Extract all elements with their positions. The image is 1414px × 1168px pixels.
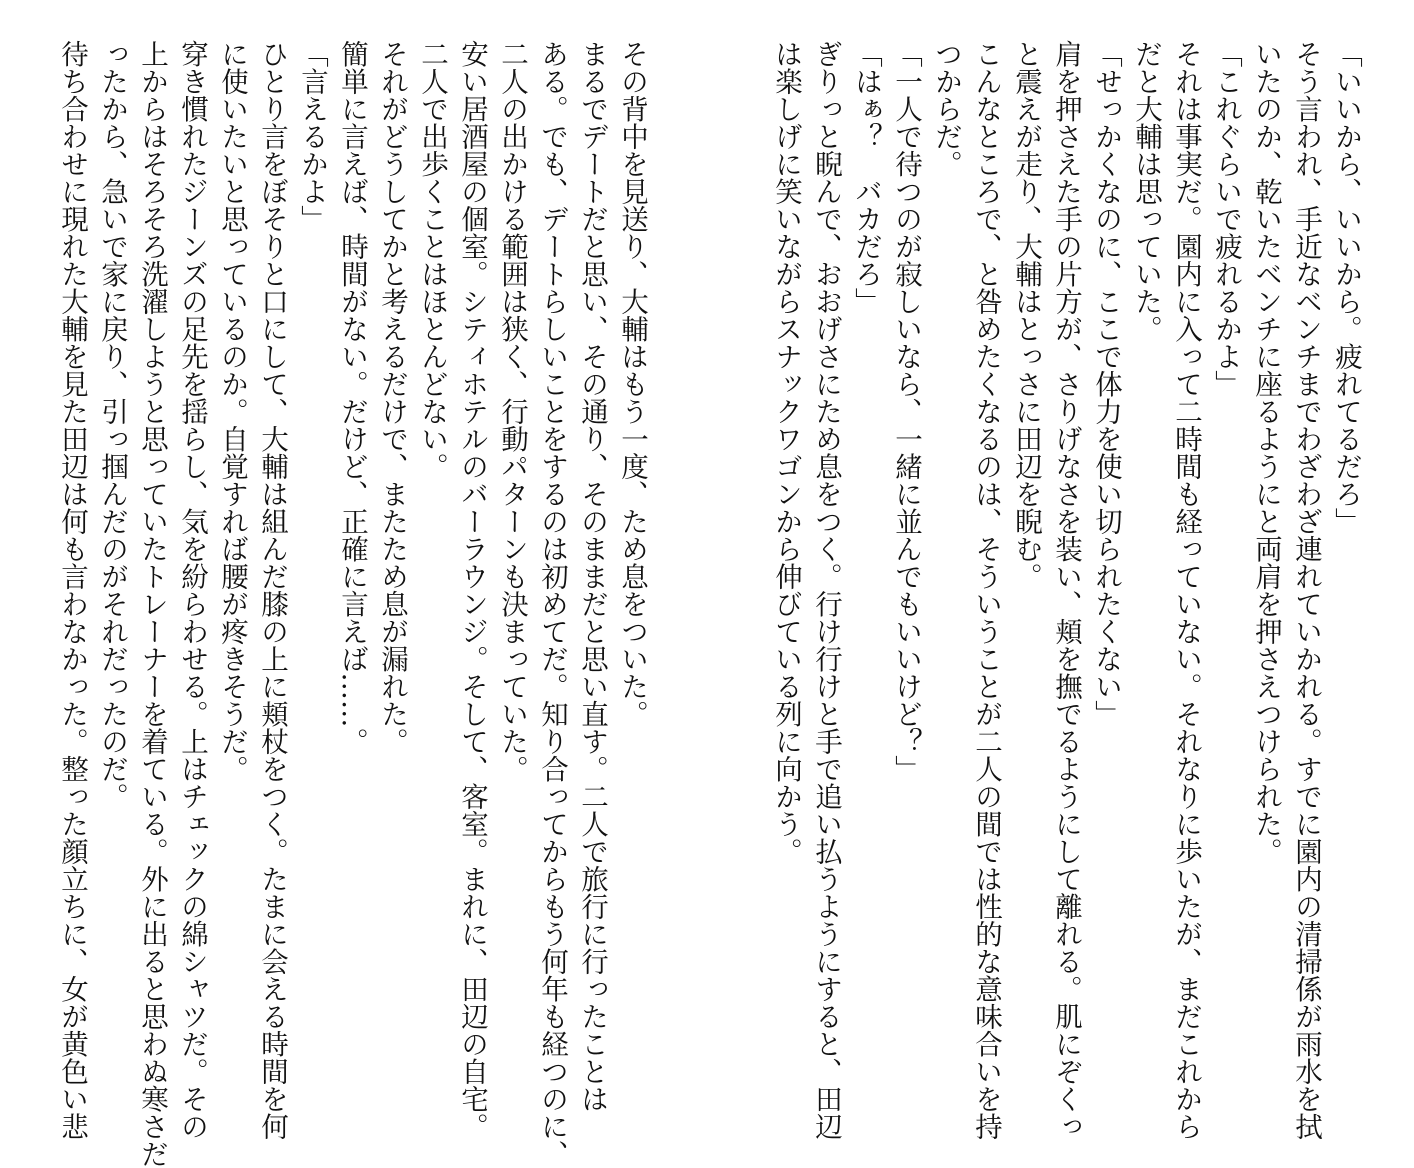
text-line: 「これぐらいで疲れるかよ」: [1210, 40, 1242, 398]
text-line: 「せっかくなのに、ここで体力を使い切られたくない」: [1090, 40, 1122, 728]
text-line: 「はぁ？ バカだろ」: [850, 40, 882, 315]
text-line: は楽しげに笑いながらスナックワゴンから伸びている列に向かう。: [770, 40, 802, 865]
text-line: だと大輔は思っていた。: [1130, 40, 1162, 343]
text-line: ったから、急いで家に戻り、引っ掴んだのがそれだったのだ。: [96, 40, 128, 810]
text-line: 肩を押さえた手の片方が、さりげなさを装い、頬を撫でるようにして離れる。肌にぞくっ: [1050, 40, 1082, 1140]
text-line: 穿き慣れたジーンズの足先を揺らし、気を紛らわせる。上はチェックの綿シャツだ。その: [176, 40, 208, 1140]
text-line: ぎりっと睨んで、おおげさにため息をつく。行け行けと手で追い払うようにすると、田辺: [810, 40, 842, 1140]
right-page: [770, 40, 1366, 1140]
text-line: 二人の出かける範囲は狭く、行動パターンも決まっていた。: [496, 40, 528, 783]
text-line: 「いいから、いいから。疲れてるだろ」: [1330, 40, 1362, 535]
text-line: それがどうしてかと考えるだけで、またため息が漏れた。: [376, 40, 408, 755]
text-line: 「一人で待つのが寂しいなら、一緒に並んでもいいけど？」: [890, 40, 922, 783]
text-line: それは事実だ。園内に入って二時間も経っていない。それなりに歩いたが、まだこれから: [1170, 40, 1202, 1140]
text-line: と震えが走り、大輔はとっさに田辺を睨む。: [1010, 40, 1042, 590]
text-line: いたのか、乾いたベンチに座るようにと両肩を押さえつけられた。: [1250, 40, 1282, 865]
text-line: に使いたいと思っているのか。自覚すれば腰が疼きそうだ。: [216, 40, 248, 783]
text-line: その背中を見送り、大輔はもう一度、ため息をついた。: [616, 40, 648, 728]
text-line: つからだ。: [930, 40, 962, 178]
text-line: そう言われ、手近なベンチまでわざわざ連れていかれる。すでに園内の清掃係が雨水を拭: [1290, 40, 1322, 1140]
text-line: ある。でも、デートらしいことをするのは初めてだ。知り合ってからもう何年も経つのに、: [536, 40, 568, 1168]
text-line: まるでデートだと思い、その通り、そのままだと思い直す。二人で旅行に行ったことは: [576, 40, 608, 1113]
left-page: [52, 40, 652, 1168]
text-line: 簡単に言えば、時間がない。だけど、正確に言えば……。: [336, 40, 368, 755]
text-line: 待ち合わせに現れた大輔を見た田辺は何も言わなかった。整った顔立ちに、女が黄色い悲: [56, 40, 88, 1140]
text-line: こんなところで、と咎めたくなるのは、そういうことが二人の間では性的な意味合いを持: [970, 40, 1002, 1140]
text-line: 「言えるかよ」: [296, 40, 328, 233]
text-line: 二人で出歩くことはほとんどない。: [416, 40, 448, 480]
text-line: ひとり言をぼそりと口にして、大輔は組んだ膝の上に頬杖をつく。たまに会える時間を何: [256, 40, 288, 1140]
text-line: 上からはそろそろ洗濯しようと思っていたトレーナーを着ている。外に出ると思わぬ寒さだ: [136, 40, 168, 1168]
text-line: 安い居酒屋の個室。シティホテルのバーラウンジ。そして、客室。まれに、田辺の自宅。: [456, 40, 488, 1140]
